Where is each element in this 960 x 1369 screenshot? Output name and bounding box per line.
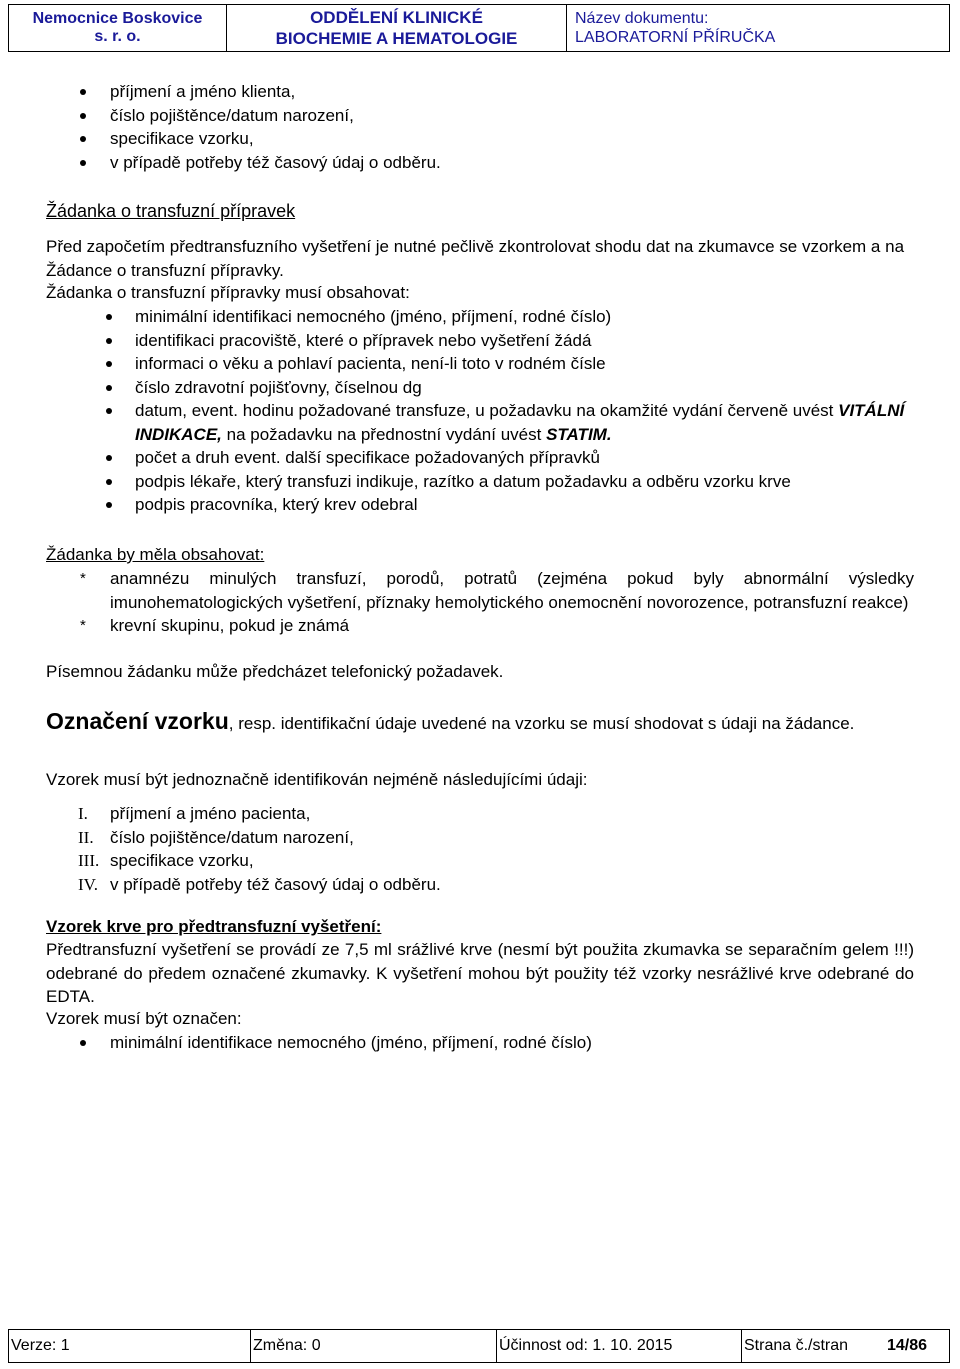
header-dept-line1: ODDĚLENÍ KLINICKÉ	[310, 8, 483, 27]
document-header	[8, 4, 950, 52]
vital-indication: VITÁLNÍ INDIKACE,	[135, 401, 905, 444]
must-contain-list	[46, 305, 914, 517]
list-item: * anamnézu minulých transfuzí, porodů, potratů (zejména pokud byly abnormální výsledky imunohematologických vyšetření, příznaky hemolytického onemocnění novorozence, potransfuzní reakce)	[80, 569, 914, 612]
list-item: informaci o věku a pohlaví pacienta, není-li toto v rodném čísle	[46, 352, 914, 376]
list-item-datum	[46, 399, 914, 446]
transfusion-paragraph: Před započetím předtransfuzního vyšetření je nutné pečlivě zkontrolovat shodu dat na zkumavce se vzorkem a na Žádance o transfuzní přípravky.	[46, 237, 905, 280]
pretransfusion-list	[46, 1031, 914, 1055]
header-dept-line2: BIOCHEMIE A HEMATOLOGIE	[275, 29, 518, 48]
header-doc-label: Název dokumentu:	[575, 10, 709, 27]
footer-page	[742, 1330, 949, 1362]
footer-change: Změna: 0	[251, 1330, 497, 1362]
labeling-paragraph	[46, 708, 914, 737]
labeling-title: Označení vzorku	[46, 708, 229, 734]
header-doc-name: LABORATORNÍ PŘÍRUČKA	[575, 29, 776, 46]
header-org-line1: Nemocnice Boskovice	[32, 10, 203, 27]
list-item: I. příjmení a jméno pacienta,	[78, 804, 311, 823]
list-item: IV. v případě potřeby též časový údaj o odběru.	[78, 874, 441, 894]
phone-note: Písemnou žádanku může předcházet telefonický požadavek.	[46, 662, 504, 681]
list-item: specifikace vzorku,	[46, 127, 914, 151]
header-org-line2: s. r. o.	[94, 28, 141, 45]
list-item: příjmení a jméno klienta,	[46, 80, 914, 104]
transfusion-heading: Žádanka o transfuzní přípravek	[46, 201, 296, 221]
list-item: číslo pojištěnce/datum narození,	[46, 104, 914, 128]
header-document-name	[567, 5, 949, 51]
datum-text-2: na požadavku na přednostní vydání uvést	[221, 424, 547, 444]
footer-effective: Účinnost od: 1. 10. 2015	[497, 1330, 742, 1362]
pretransfusion-paragraph: Předtransfuzní vyšetření se provádí ze 7,5 ml srážlivé krve (nesmí být použita zkumavka se separačním gelem !!!) odebrané do předem označené zkumavky. K vyšetření mohou být použity též vzorky nesrážlivé krve odebrané do EDTA.	[46, 940, 914, 1006]
list-item: minimální identifikace nemocného (jméno, příjmení, rodné číslo)	[46, 1031, 914, 1055]
header-organization	[9, 5, 227, 51]
list-item: podpis pracovníka, který krev odebral	[46, 493, 914, 517]
must-contain-label: Žádanka o transfuzní přípravky musí obsahovat:	[46, 283, 410, 302]
should-contain-list	[46, 567, 914, 638]
document-footer	[8, 1329, 950, 1363]
intro-list	[46, 80, 914, 174]
datum-text-1: datum, event. hodinu požadované transfuze, u požadavku na okamžité vydání červeně uvést	[135, 401, 839, 420]
list-item: minimální identifikaci nemocného (jméno, příjmení, rodné číslo)	[46, 305, 914, 329]
header-department	[227, 5, 567, 51]
footer-page-label: Strana č./stran	[744, 1337, 849, 1354]
list-item: v případě potřeby též časový údaj o odběru.	[46, 151, 914, 175]
list-item: III. specifikace vzorku,	[78, 851, 254, 870]
list-item: * krevní skupinu, pokud je známá	[46, 614, 914, 638]
pretransfusion-heading: Vzorek krve pro předtransfuzní vyšetření:	[46, 917, 382, 936]
list-item: II. číslo pojištěnce/datum narození,	[78, 827, 354, 847]
star-bullet: *	[80, 570, 86, 587]
list-item: číslo zdravotní pojišťovny, číselnou dg	[46, 376, 914, 400]
labeling-title-rest: , resp. identifikační údaje uvedené na vzorku se musí shodovat s údaji na žádance.	[228, 714, 855, 733]
labeling-instruction: Vzorek musí být jednoznačně identifikován nejméně následujícími údaji:	[46, 770, 588, 789]
list-item: podpis lékaře, který transfuzi indikuje, razítko a datum požadavku a odběru vzorku krve	[46, 470, 914, 494]
footer-version: Verze: 1	[9, 1330, 251, 1362]
labeling-numbered-list	[46, 802, 914, 896]
pretransfusion-label: Vzorek musí být označen:	[46, 1009, 242, 1028]
statim: STATIM.	[546, 424, 612, 444]
list-item: identifikaci pracoviště, které o přípravek nebo vyšetření žádá	[46, 329, 914, 353]
list-item: počet a druh event. další specifikace požadovaných přípravků	[46, 446, 914, 470]
should-contain-label: Žádanka by měla obsahovat:	[46, 545, 265, 564]
footer-page-value: 14/86	[886, 1337, 927, 1354]
star-bullet: *	[80, 617, 86, 634]
